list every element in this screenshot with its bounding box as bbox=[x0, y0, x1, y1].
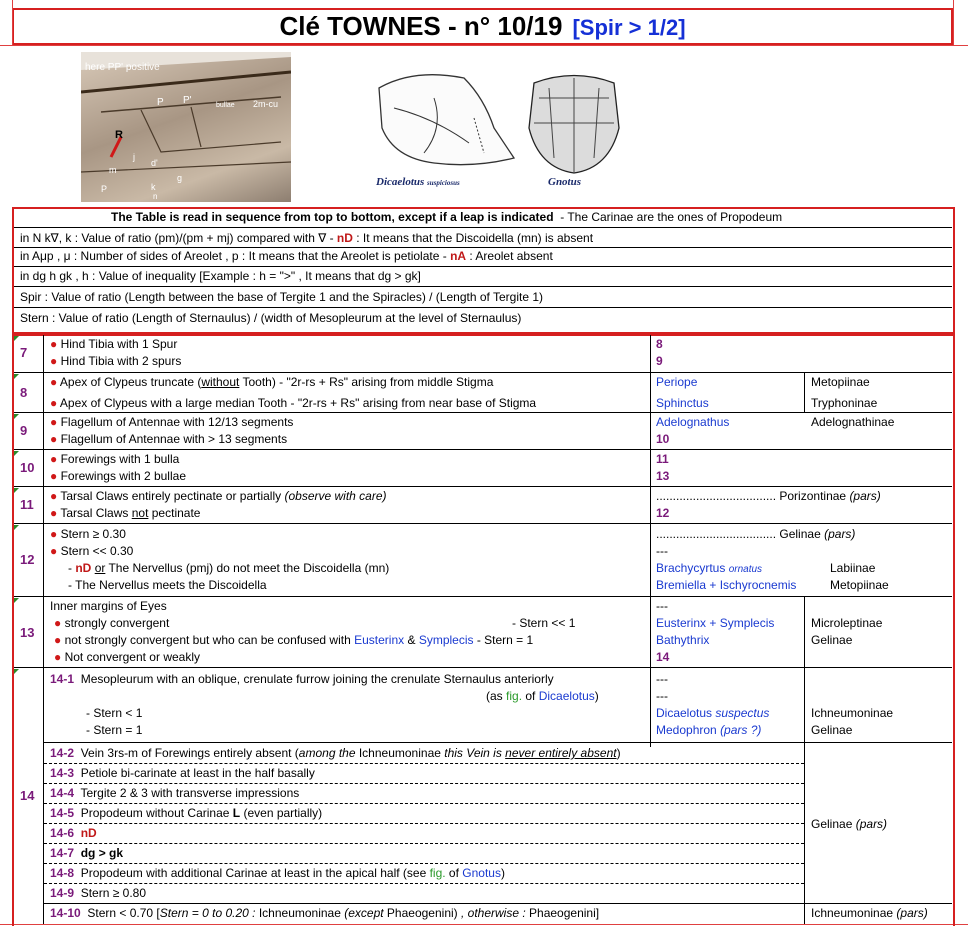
num-col-divider bbox=[43, 335, 44, 924]
intro-header: The Table is read in sequence from top to bottom, except if a leap is indicated - The Carinae are the ones of Propodeum bbox=[111, 210, 783, 224]
title-main: Clé TOWNES - n° 10/19 bbox=[279, 11, 563, 41]
row-12-result-c[interactable]: Brachycyrtus ornatus bbox=[656, 561, 763, 575]
corner-mark bbox=[14, 374, 19, 379]
row-14-result-2: --- bbox=[656, 689, 668, 703]
row-8-subfamily-b: Tryphoninae bbox=[811, 396, 878, 410]
row-12-result-d[interactable]: Bremiella + Ischyrocnemis bbox=[656, 578, 797, 592]
wing-photo bbox=[81, 52, 291, 202]
intro-line-4: Spir : Value of ratio (Length between the base of Tergite 1 and the Spiracles) / (Length of Tergite 1) bbox=[20, 290, 543, 304]
wing-mark-j: j bbox=[133, 152, 135, 162]
page-title bbox=[12, 8, 953, 45]
result-col-divider bbox=[650, 335, 651, 747]
wing-mark-p2: P bbox=[101, 184, 108, 194]
fig2-caption: Gnotus bbox=[548, 176, 582, 188]
corner-mark bbox=[14, 669, 19, 674]
row-9-subfamily-a: Adelognathinae bbox=[811, 415, 895, 429]
corner-mark bbox=[14, 336, 19, 341]
row-8-result-a[interactable]: Periope bbox=[656, 375, 698, 389]
row-7-result-a[interactable]: 8 bbox=[656, 337, 663, 351]
row-14-divider-bottom bbox=[44, 903, 952, 904]
row-14-ichneumoninae-result: Ichneumoninae (pars) bbox=[811, 906, 928, 920]
row-11-result-b[interactable]: 12 bbox=[656, 506, 670, 520]
corner-mark bbox=[14, 414, 19, 419]
row-8-subfamily-a: Metopiinae bbox=[811, 375, 870, 389]
wing-mark-k: k bbox=[151, 182, 156, 192]
sub-col-divider-8 bbox=[804, 372, 805, 412]
row-14-item-1-stern-a: - Stern < 1 bbox=[86, 706, 143, 720]
intro-divider-2 bbox=[14, 247, 952, 248]
row-10-option-a: ● Forewings with 1 bulla bbox=[50, 452, 180, 466]
row-8-result-b[interactable]: Sphinctus bbox=[656, 396, 709, 410]
top-rule bbox=[0, 45, 968, 46]
row-11-result-a: .................................... Porizontinae (pars) bbox=[656, 489, 881, 503]
intro-line-1: in N k∇, k : Value of ratio (pm)/(pm + mj) compared with ∇ - nD : It means that the Discoidella (mn) is absent bbox=[20, 231, 594, 245]
row-14-result-3[interactable]: Dicaelotus suspectus bbox=[656, 706, 770, 720]
row-10-result-a[interactable]: 11 bbox=[656, 452, 669, 466]
right-rule-top bbox=[953, 0, 954, 45]
row-7-option-b: ● Hind Tibia with 2 spurs bbox=[50, 354, 182, 368]
row-12-option-b: ● Stern << 0.30 bbox=[50, 544, 134, 558]
row-12-option-a: ● Stern ≥ 0.30 bbox=[50, 527, 126, 541]
row-9-result-a[interactable]: Adelognathus bbox=[656, 415, 730, 429]
wing-mark-g: g bbox=[177, 173, 183, 183]
fig1-caption: Dicaelotus suspiciosus bbox=[376, 176, 460, 188]
row-13-subfamily-b: Gelinae bbox=[811, 633, 853, 647]
row-divider-8 bbox=[14, 412, 952, 413]
row-8-option-b: ● Apex of Clypeus with a large median Tooth - "2r-rs + Rs" arising from near base of Stigma bbox=[50, 396, 537, 410]
row-14-dotted-divider bbox=[44, 823, 804, 824]
row-12-subfamily-c: Labiinae bbox=[830, 561, 876, 575]
row-13-heading: Inner margins of Eyes bbox=[50, 599, 167, 613]
intro-line-2: in Aμp , μ : Number of sides of Areolet , p : It means that the Areolet is petiolate - nA : Areolet absent bbox=[20, 249, 553, 263]
wing-label: here PP' positive bbox=[85, 62, 160, 73]
row-14-item-5: 14-5 Propodeum without Carinae L (even partially) bbox=[50, 806, 323, 820]
intro-divider-1 bbox=[14, 227, 952, 228]
intro-line-3: in dg h gk , h : Value of inequality [Example : h = ">" , It means that dg > gk] bbox=[20, 269, 421, 283]
row-14-item-1-stern-b: - Stern = 1 bbox=[86, 723, 143, 737]
row-divider-13 bbox=[14, 667, 952, 668]
row-14-item-3: 14-3 Petiole bi-carinate at least in the half basally bbox=[50, 766, 315, 780]
row-11-option-b: ● Tarsal Claws not pectinate bbox=[50, 506, 201, 520]
row-10-number: 10 bbox=[20, 460, 35, 475]
wing-mark-r: R bbox=[115, 129, 123, 141]
row-14-dotted-divider bbox=[44, 763, 804, 764]
row-12-result-a: .................................... Gelinae (pars) bbox=[656, 527, 856, 541]
row-14-item-8: 14-8 Propodeum with additional Carinae at least in the apical half (see fig. of Gnotus) bbox=[50, 866, 505, 880]
row-13-result-c[interactable]: 14 bbox=[656, 650, 670, 664]
intro-line-5: Stern : Value of ratio (Length of Sternaulus) / (width of Mesopleurum at the level of Sternaulus) bbox=[20, 311, 522, 325]
row-divider-10 bbox=[14, 486, 952, 487]
corner-mark bbox=[14, 488, 19, 493]
intro-divider-3 bbox=[14, 266, 952, 267]
row-9-number: 9 bbox=[20, 423, 28, 438]
row-10-option-b: ● Forewings with 2 bullae bbox=[50, 469, 186, 483]
row-9-option-a: ● Flagellum of Antennae with 12/13 segments bbox=[50, 415, 294, 429]
figure-drawings bbox=[374, 68, 630, 194]
row-12-result-b: --- bbox=[656, 544, 668, 558]
row-10-result-b[interactable]: 13 bbox=[656, 469, 670, 483]
row-14-divider bbox=[44, 742, 952, 743]
row-14-dotted-divider bbox=[44, 803, 804, 804]
row-divider-9 bbox=[14, 449, 952, 450]
row-14-item-4: 14-4 Tergite 2 & 3 with transverse impressions bbox=[50, 786, 300, 800]
row-14-item-7: 14-7 dg > gk bbox=[50, 846, 124, 860]
row-11-option-a: ● Tarsal Claws entirely pectinate or partially (observe with care) bbox=[50, 489, 387, 503]
row-8-number: 8 bbox=[20, 385, 28, 400]
wing-mark-m: m bbox=[109, 165, 117, 175]
row-14-item-9: 14-9 Stern ≥ 0.80 bbox=[50, 886, 146, 900]
row-12-subfamily-d: Metopiinae bbox=[830, 578, 889, 592]
wing-mark-bullae: bullae bbox=[216, 102, 235, 109]
row-8-option-a: ● Apex of Clypeus truncate (without Tooth) - "2r-rs + Rs" arising from middle Stigma bbox=[50, 375, 494, 389]
left-rule-top bbox=[12, 0, 13, 45]
row-divider-12 bbox=[14, 596, 952, 597]
row-7-result-b[interactable]: 9 bbox=[656, 354, 663, 368]
wing-mark-pprime: P' bbox=[183, 95, 192, 106]
row-9-option-b: ● Flagellum of Antennae with > 13 segments bbox=[50, 432, 288, 446]
row-11-number: 11 bbox=[20, 497, 34, 512]
row-14-gelinae-result: Gelinae (pars) bbox=[811, 817, 888, 831]
dicaelotus-drawing bbox=[374, 68, 630, 178]
wing-veins bbox=[81, 52, 291, 202]
row-12-option-c: - nD or The Nervellus (pmj) do not meet the Discoidella (mn) bbox=[68, 561, 390, 575]
row-9-result-b[interactable]: 10 bbox=[656, 432, 670, 446]
row-14-item-2: 14-2 Vein 3rs-m of Forewings entirely absent (among the Ichneumoninae this Vein is never entirely absent) bbox=[50, 746, 621, 760]
row-14-subfamily-4: Gelinae bbox=[811, 723, 853, 737]
row-14-item-6: 14-6 nD bbox=[50, 826, 97, 840]
row-divider-11 bbox=[14, 523, 952, 524]
row-12-number: 12 bbox=[20, 552, 35, 567]
row-13-option-a-stern: - Stern << 1 bbox=[512, 616, 576, 630]
row-13-option-b: ● not strongly convergent but who can be confused with Eusterinx & Symplecis - Stern = 1 bbox=[54, 633, 534, 647]
row-14-dotted-divider bbox=[44, 783, 804, 784]
intro-divider-5 bbox=[14, 307, 952, 308]
row-14-subfamily-3: Ichneumoninae bbox=[811, 706, 894, 720]
wing-mark-d: d' bbox=[151, 158, 158, 168]
corner-mark bbox=[14, 525, 19, 530]
row-14-item-10: 14-10 Stern < 0.70 [Stern = 0 to 0.20 : Ichneumoninae (except Phaeogenini) , otherwise : Phaeogenini] bbox=[50, 906, 600, 920]
row-14-result-4[interactable]: Medophron (pars ?) bbox=[656, 723, 762, 737]
wing-mark-p: P bbox=[157, 97, 164, 108]
row-13-result-a[interactable]: Eusterinx + Symplecis bbox=[656, 616, 775, 630]
row-13-number: 13 bbox=[20, 625, 35, 640]
row-14-item-1-ref: (as fig. of Dicaelotus) bbox=[486, 689, 599, 703]
row-14-dotted-divider bbox=[44, 843, 804, 844]
intro-divider-4 bbox=[14, 286, 952, 287]
sub-col-divider-13-14 bbox=[804, 597, 805, 924]
row-7-option-a: ● Hind Tibia with 1 Spur bbox=[50, 337, 178, 351]
row-12-option-d: - The Nervellus meets the Discoidella bbox=[68, 578, 267, 592]
row-14-dotted-divider bbox=[44, 883, 804, 884]
row-14-result-1: --- bbox=[656, 672, 668, 686]
row-14-item-1: 14-1 Mesopleurum with an oblique, crenulate furrow joining the crenulate Sternaulus anteriorly bbox=[50, 672, 554, 686]
row-7-number: 7 bbox=[20, 345, 28, 360]
row-divider-7 bbox=[14, 372, 952, 373]
wing-mark-2mcu: 2m-cu bbox=[253, 99, 279, 109]
corner-mark bbox=[14, 598, 19, 603]
wing-mark-n: n bbox=[153, 192, 158, 201]
row-13-option-a: ● strongly convergent bbox=[54, 616, 170, 630]
row-14-dotted-divider bbox=[44, 863, 804, 864]
title-sub: [Spir > 1/2] bbox=[572, 15, 686, 40]
row-13-subfamily-a: Microleptinae bbox=[811, 616, 883, 630]
row-13-result-head: --- bbox=[656, 599, 668, 613]
row-13-result-b[interactable]: Bathythrix bbox=[656, 633, 710, 647]
row-13-option-c: ● Not convergent or weakly bbox=[54, 650, 200, 664]
corner-mark bbox=[14, 451, 19, 456]
row-14-number: 14 bbox=[20, 788, 35, 803]
